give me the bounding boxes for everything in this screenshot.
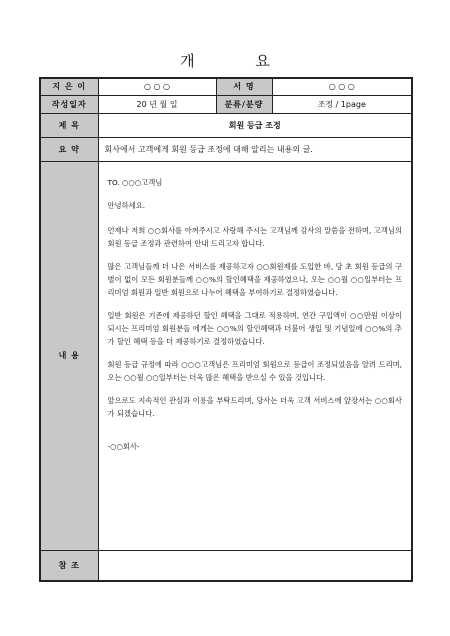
- greeting-hello: 안녕하세요.: [107, 200, 146, 210]
- content-row: [40, 161, 412, 550]
- closing-signature: -○○회사-: [107, 441, 140, 451]
- content-body: [98, 161, 412, 550]
- summary-value: 회사에서 고객에게 회원 등급 조정에 대해 알리는 내용의 글.: [98, 137, 412, 161]
- reference-row: [40, 550, 412, 581]
- signature-value: ○ ○ ○: [272, 78, 412, 95]
- greeting-to: TO. ○○○고객님: [107, 177, 163, 187]
- author-label: 지 은 이: [40, 78, 98, 95]
- subject-value: 회원 등급 조정: [98, 113, 412, 137]
- signature-label: 서 명: [216, 78, 272, 95]
- content-paragraph-3: 일반 회원은 기존에 제공하던 할인 혜택을 그대로 적용하며, 연간 구입액이 ○○만원 이상이 되시는 프리미엄 회원분들 에게는 ○○%의 할인혜택과 더불어 생일 및 기념일에 ○○%의 추가 할인 혜택 등을 더 제공하기로 결정하였습니다.: [107, 310, 402, 346]
- subject-row: [40, 113, 412, 137]
- summary-row: [40, 137, 412, 161]
- reference-value: [98, 550, 412, 581]
- content-paragraph-2: 많은 고객님들께 더 나은 서비스를 제공하고자 ○○회원제를 도입한 바, 당 초 회원 등급의 구별이 없이 모든 회원분들께 ○○%의 할인혜택을 제공하였으나, 오는 ○○월 ○○일부터는 프리미엄 회원과 일반 회원으로 나누어 혜택을 부여하기로 결정하였습니다.: [107, 261, 402, 297]
- content-paragraph-5: 앞으로도 지속적인 관심과 이용을 부탁드리며, 당사는 더욱 고객 서비스에 앞장서는 ○○회사가 되겠습니다.: [107, 395, 402, 418]
- summary-label: 요 약: [40, 137, 98, 161]
- category-value: 조정 / 1page: [272, 95, 412, 113]
- reference-label: 참 조: [40, 550, 98, 581]
- date-value: 20 년 월 일: [98, 95, 216, 113]
- subject-label: 제 목: [40, 113, 98, 137]
- content-label: 내 용: [40, 161, 98, 550]
- date-row: [40, 95, 412, 113]
- content-paragraph-1: 언제나 저희 ○○회사를 아껴주시고 사랑해 주시는 고객님께 감사의 말씀을 전하며, 고객님의 회원 등급 조정과 관련하여 안내 드리고자 합니다.: [107, 225, 402, 248]
- content-paragraph-4: 회원 등급 규정에 따라 ○○○고객님은 프리미엄 회원으로 등급이 조정되었음을 알려 드리며, 오는 ○○월 ○○일부터는 더욱 많은 혜택을 받으실 수 있을 것입니다.: [107, 359, 402, 382]
- document-title: 개 요: [180, 52, 298, 70]
- overview-form-table: [39, 77, 413, 582]
- author-value: ○ ○ ○: [98, 78, 216, 95]
- date-label: 작성일자: [40, 95, 98, 113]
- author-row: [40, 78, 412, 95]
- category-label: 분류/분량: [216, 95, 272, 113]
